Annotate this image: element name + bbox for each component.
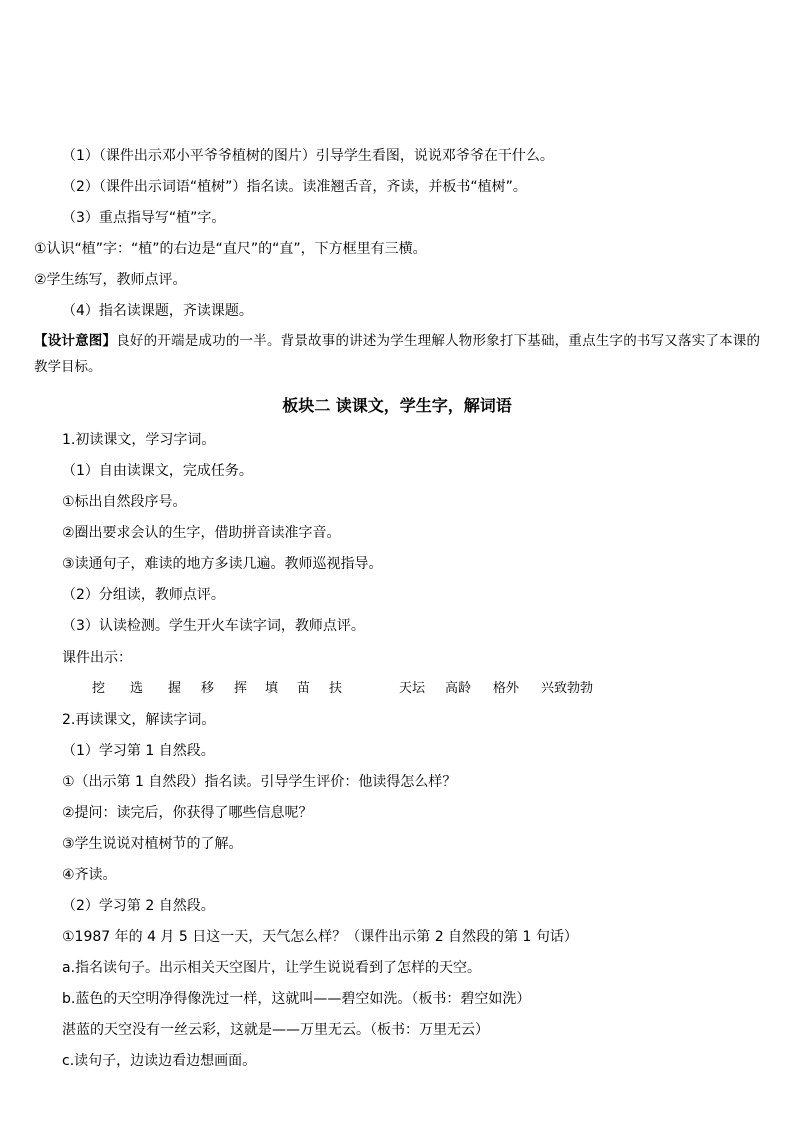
text-line: （4）指名读课题，齐读课题。 [62,303,253,319]
character-item: 移 [201,681,215,696]
text-line: b.蓝色的天空明净得像洗过一样，这就叫——碧空如洗。（板书：碧空如洗） [62,991,531,1007]
character-item: 苗 [297,681,311,696]
text-line: ①标出自然段序号。 [62,494,187,510]
text-line: （3）重点指导写“植”字。 [62,210,226,226]
text-line: c.读句子，边读边看边想画面。 [62,1053,257,1069]
text-line: （1）自由读课文，完成任务。 [62,463,253,479]
text-line: （3）认读检测。学生开火车读字词，教师点评。 [62,618,365,634]
text-line: ③读通句子，难读的地方多读几遍。教师巡视指导。 [62,556,383,572]
text-line: ②学生练写，教师点评。 [34,272,187,288]
character-item: 扶 [329,681,343,696]
text-line: ②圈出要求会认的生字，借助拼音读准字音。 [62,525,341,541]
character-item: 握 [168,681,182,696]
design-intent-note [34,328,760,380]
character-item: 填 [265,681,279,696]
text-line: ①认识“植”字：“植”的右边是“直尺”的“直”，下方框里有三横。 [34,241,427,257]
design-intent-text: 良好的开端是成功的一半。背景故事的讲述为学生理解人物形象打下基础，重点生字的书写又落实了本课的教学目标。 [34,333,761,375]
text-line: （2）分组读，教师点评。 [62,587,225,603]
text-line: 课件出示： [62,650,132,666]
vocabulary-row [92,679,593,699]
text-line: ①1987 年的 4 月 5 日这一天，天气怎么样？（课件出示第 2 自然段的第 1 句话） [62,929,578,945]
word-item: 格外 [493,681,520,696]
word-item: 兴致勃勃 [541,681,594,696]
section-title: 板块二 读课文，学生字，解词语 [282,396,512,415]
design-intent-label: 【设计意图】 [34,333,117,349]
text-line: （2）学习第 2 自然段。 [62,898,215,914]
text-line: 湛蓝的天空没有一丝云彩，这就是——万里无云。（板书：万里无云） [62,1022,489,1038]
text-line: 2.再读课文，解读字词。 [62,712,216,728]
text-line: ④齐读。 [62,867,117,883]
text-line: a.指名读句子。出示相关天空图片，让学生说说看到了怎样的天空。 [62,960,482,976]
character-item: 挥 [234,681,248,696]
text-line: 1.初读课文，学习字词。 [62,432,216,448]
text-line: （1）（课件出示邓小平爷爷植树的图片）引导学生看图，说说邓爷爷在干什么。 [62,148,554,164]
character-item: 选 [130,681,144,696]
word-item: 高龄 [445,681,472,696]
text-line: ③学生说说对植树节的了解。 [62,836,243,852]
word-item: 天坛 [399,681,426,696]
text-line: ②提问：读完后，你获得了哪些信息呢？ [62,805,313,821]
character-item: 挖 [92,681,106,696]
text-line: （2）（课件出示词语“植树”）指名读。读准翘舌音，齐读，并板书“植树”。 [62,179,527,195]
text-line: （1）学习第 1 自然段。 [62,743,215,759]
text-line: ①（出示第 1 自然段）指名读。引导学生评价：他读得怎么样？ [62,774,457,790]
